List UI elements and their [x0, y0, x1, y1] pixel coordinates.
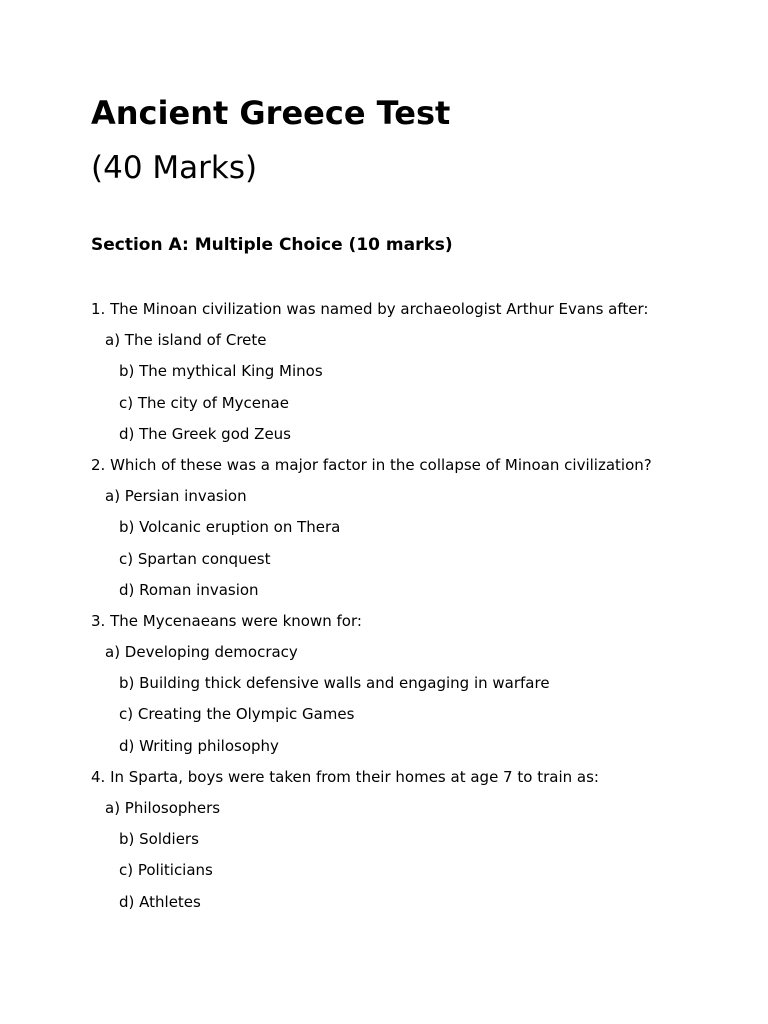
question-2: 2. Which of these was a major factor in the collapse of Minoan civilization?: [91, 455, 652, 474]
question-2-option-a: a) Persian invasion: [105, 487, 247, 506]
question-4-option-a: a) Philosophers: [105, 799, 221, 817]
question-2-option-b: b) Volcanic eruption on Thera: [119, 518, 341, 537]
question-3: 3. The Mycenaeans were known for:: [91, 611, 362, 630]
question-4: 4. In Sparta, boys were taken from their homes at age 7 to train as:: [91, 767, 599, 786]
page-subtitle: (40 Marks): [91, 150, 258, 186]
question-1-option-a: a) The island of Crete: [105, 331, 267, 350]
page-title: Ancient Greece Test: [91, 94, 451, 132]
question-3-option-c: c) Creating the Olympic Games: [119, 705, 355, 724]
question-1-option-b: b) The mythical King Minos: [119, 362, 323, 381]
question-1-option-d: d) The Greek god Zeus: [119, 424, 291, 443]
question-3-option-b: b) Building thick defensive walls and engaging in warfare: [119, 674, 550, 693]
question-3-option-a: a) Developing democracy: [105, 643, 298, 662]
question-1-option-c: c) The city of Mycenae: [119, 393, 289, 412]
question-2-option-d: d) Roman invasion: [119, 580, 259, 599]
section-heading: Section A: Multiple Choice (10 marks): [91, 235, 453, 255]
question-4-option-c: c) Politicians: [119, 861, 213, 880]
question-list: [91, 297, 751, 921]
question-3-option-d: d) Writing philosophy: [119, 736, 279, 755]
question-4-option-d: d) Athletes: [119, 892, 201, 911]
question-2-option-c: c) Spartan conquest: [119, 549, 271, 568]
question-4-option-b: b) Soldiers: [119, 830, 199, 849]
question-1: 1. The Minoan civilization was named by archaeologist Arthur Evans after:: [91, 300, 649, 318]
